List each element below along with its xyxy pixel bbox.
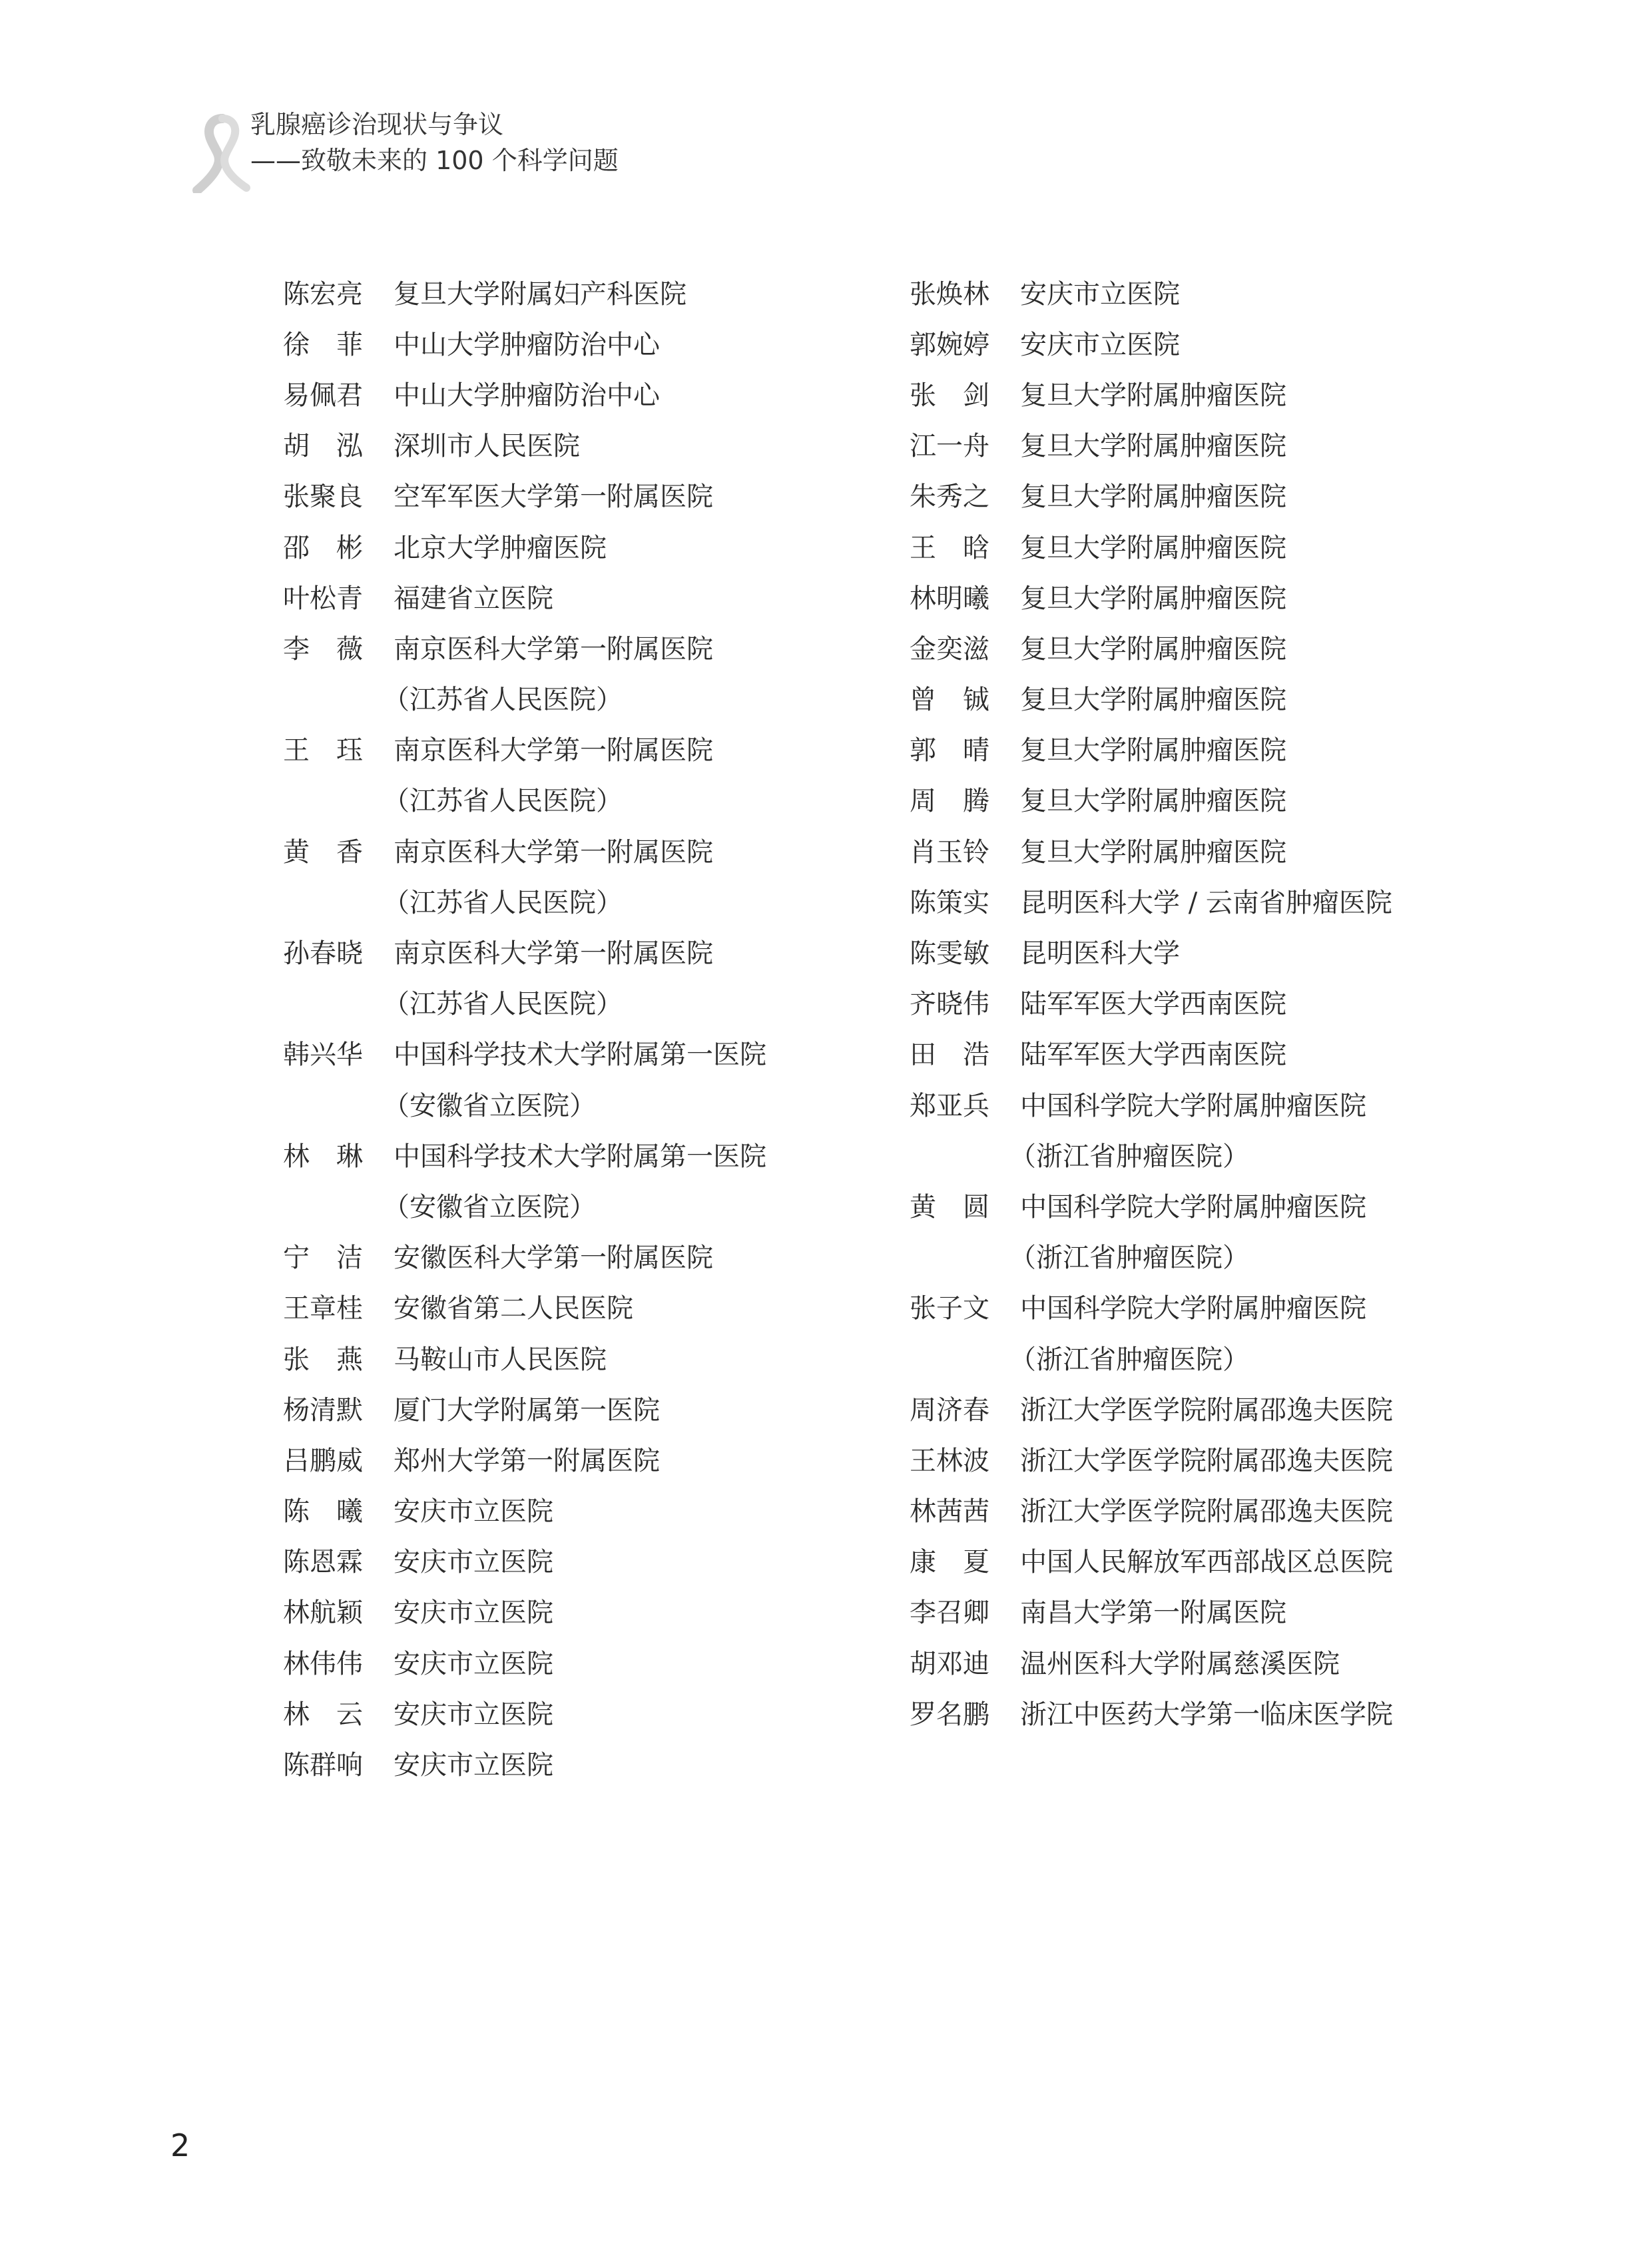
contributor-affiliation: 深圳市人民医院: [394, 431, 580, 462]
contributor-name: 郭婉婷: [910, 329, 989, 360]
contributor-entry: [283, 1636, 766, 1687]
contributor-name: 张 燕: [283, 1344, 363, 1375]
contributor-entry: [910, 977, 1393, 1027]
running-header: [192, 107, 791, 193]
contributor-entry: [283, 469, 766, 520]
contributor-affiliation: 厦门大学附属第一医院: [394, 1394, 660, 1426]
contributor-name: 陈 曦: [283, 1496, 363, 1528]
contributor-name: 罗名鹏: [910, 1699, 989, 1730]
contributor-affiliation: 复旦大学附属肿瘤医院: [1020, 481, 1286, 513]
contributor-affiliation: 复旦大学附属肿瘤医院: [1020, 633, 1286, 665]
contributor-entry: [283, 1433, 766, 1484]
contributor-name: 林明曦: [910, 583, 989, 614]
contributor-entry: [283, 1535, 766, 1585]
contributor-entry: [910, 1281, 1393, 1332]
book-subtitle: ——致敬未来的 100 个科学问题: [250, 146, 619, 175]
contributor-entry: [283, 266, 766, 317]
contributor-affiliation-continued: （江苏省人民医院）: [383, 786, 623, 817]
contributor-entry: [283, 1382, 766, 1433]
contributor-affiliation: 马鞍山市人民医院: [394, 1344, 607, 1375]
contributor-name: 杨清默: [283, 1394, 363, 1426]
contributor-entry: [283, 824, 766, 875]
contributor-affiliation-continued: （江苏省人民医院）: [383, 989, 623, 1020]
contributor-affiliation-continued: （浙江省肿瘤医院）: [1009, 1141, 1249, 1172]
contributor-name: 周济春: [910, 1394, 989, 1426]
contributor-name: 韩兴华: [283, 1039, 363, 1071]
contributor-affiliation: 昆明医科大学 / 云南省肿瘤医院: [1020, 887, 1392, 918]
contributor-entry: [910, 673, 1393, 723]
contributor-affiliation: 复旦大学附属肿瘤医院: [1020, 836, 1286, 868]
contributor-entry: [910, 723, 1393, 774]
contributor-name: 林 琳: [283, 1141, 363, 1172]
contributor-affiliation: 福建省立医院: [394, 583, 553, 614]
contributor-name: 张聚良: [283, 481, 363, 513]
contributor-name: 朱秀之: [910, 481, 989, 513]
contributor-entry: [283, 926, 766, 976]
contributor-affiliation: 空军军医大学第一附属医院: [394, 481, 713, 513]
contributor-entry: [283, 723, 766, 774]
contributor-entry: [283, 621, 766, 672]
contributor-entry: [910, 469, 1393, 520]
contributor-entry: [283, 571, 766, 621]
contributor-affiliation: 中山大学肿瘤防治中心: [394, 380, 660, 411]
contributor-entry: [910, 317, 1393, 368]
contributor-affiliation: 中国人民解放军西部战区总医院: [1020, 1547, 1393, 1578]
contributor-affiliation: 浙江大学医学院附属邵逸夫医院: [1020, 1394, 1393, 1426]
contributor-affiliation-continued: （江苏省人民医院）: [383, 685, 623, 716]
contributor-affiliation: 复旦大学附属肿瘤医院: [1020, 583, 1286, 614]
contributor-name: 徐 菲: [283, 329, 363, 360]
contributor-name: 肖玉铃: [910, 836, 989, 868]
contributors-right-column: [910, 266, 1393, 1737]
contributor-affiliation: 复旦大学附属肿瘤医院: [1020, 786, 1286, 817]
contributor-entry: [910, 774, 1393, 824]
contributors-left-column: [283, 266, 766, 1789]
contributor-name: 黄 香: [283, 836, 363, 868]
contributor-affiliation: 浙江大学医学院附属邵逸夫医院: [1020, 1445, 1393, 1476]
contributor-affiliation: 浙江中医药大学第一临床医学院: [1020, 1699, 1393, 1730]
contributor-name: 陈恩霖: [283, 1547, 363, 1578]
contributor-affiliation: 安庆市立医院: [394, 1750, 553, 1781]
contributor-name: 宁 洁: [283, 1243, 363, 1274]
contributor-name: 林茜茜: [910, 1496, 989, 1528]
contributor-entry: [910, 368, 1393, 418]
contributor-entry: [283, 317, 766, 368]
contributor-affiliation: 南昌大学第一附属医院: [1020, 1597, 1286, 1629]
contributor-entry: [283, 1078, 766, 1129]
contributor-affiliation-continued: （浙江省肿瘤医院）: [1009, 1344, 1249, 1375]
contributor-entry: [910, 520, 1393, 571]
contributor-entry: [283, 1737, 766, 1788]
contributor-affiliation: 南京医科大学第一附属医院: [394, 836, 713, 868]
contributor-entry: [910, 1687, 1393, 1737]
contributor-name: 齐晓伟: [910, 989, 989, 1020]
contributor-entry: [910, 1179, 1393, 1230]
contributor-affiliation: 复旦大学附属肿瘤医院: [1020, 431, 1286, 462]
contributor-entry: [910, 1636, 1393, 1687]
contributor-name: 周 腾: [910, 786, 989, 817]
contributor-name: 李 薇: [283, 633, 363, 665]
contributor-name: 张焕林: [910, 278, 989, 310]
contributor-name: 胡邓迪: [910, 1648, 989, 1679]
contributor-entry: [910, 1231, 1393, 1281]
contributor-affiliation: 安庆市立医院: [394, 1496, 553, 1528]
contributor-name: 陈宏亮: [283, 278, 363, 310]
contributor-name: 孙春晓: [283, 938, 363, 970]
contributor-affiliation: 复旦大学附属肿瘤医院: [1020, 685, 1286, 716]
contributor-name: 林伟伟: [283, 1648, 363, 1679]
contributor-affiliation-continued: （浙江省肿瘤医院）: [1009, 1243, 1249, 1274]
contributor-name: 王林波: [910, 1445, 989, 1476]
contributor-name: 曾 铖: [910, 685, 989, 716]
contributor-affiliation: 中山大学肿瘤防治中心: [394, 329, 660, 360]
contributor-affiliation: 昆明医科大学: [1020, 938, 1180, 970]
contributor-name: 胡 泓: [283, 431, 363, 462]
contributor-entry: [283, 1129, 766, 1179]
contributor-affiliation: 复旦大学附属肿瘤医院: [1020, 380, 1286, 411]
contributor-affiliation-continued: （安徽省立医院）: [383, 1090, 596, 1121]
contributor-affiliation: 中国科学院大学附属肿瘤医院: [1020, 1293, 1366, 1324]
contributor-affiliation-continued: （安徽省立医院）: [383, 1191, 596, 1223]
book-title: 乳腺癌诊治现状与争议: [250, 110, 504, 139]
contributor-name: 张 剑: [910, 380, 989, 411]
contributor-entry: [910, 266, 1393, 317]
contributor-affiliation: 安庆市立医院: [1020, 278, 1180, 310]
contributor-entry: [910, 1382, 1393, 1433]
contributor-name: 黄 圆: [910, 1191, 989, 1223]
contributor-entry: [283, 1231, 766, 1281]
contributor-entry: [910, 1433, 1393, 1484]
contributor-affiliation: 安庆市立医院: [394, 1547, 553, 1578]
contributor-name: 林航颖: [283, 1597, 363, 1629]
contributor-entry: [283, 977, 766, 1027]
contributor-name: 王 晗: [910, 532, 989, 563]
contributor-affiliation: 中国科学技术大学附属第一医院: [394, 1141, 766, 1172]
contributor-name: 易佩君: [283, 380, 363, 411]
contributor-name: 陈雯敏: [910, 938, 989, 970]
contributor-entry: [910, 1484, 1393, 1535]
contributor-affiliation: 南京医科大学第一附属医院: [394, 938, 713, 970]
contributor-affiliation: 复旦大学附属肿瘤医院: [1020, 532, 1286, 563]
contributor-name: 林 云: [283, 1699, 363, 1730]
contributor-affiliation: 中国科学技术大学附属第一医院: [394, 1039, 766, 1071]
contributor-name: 叶松青: [283, 583, 363, 614]
contributor-affiliation: 安庆市立医院: [394, 1699, 553, 1730]
contributor-name: 江一舟: [910, 431, 989, 462]
contributor-entry: [910, 1027, 1393, 1078]
contributor-name: 陈群响: [283, 1750, 363, 1781]
contributor-entry: [283, 1687, 766, 1737]
contributor-entry: [910, 1332, 1393, 1382]
contributor-name: 吕鹏威: [283, 1445, 363, 1476]
contributor-affiliation: 安庆市立医院: [394, 1597, 553, 1629]
contributor-affiliation: 南京医科大学第一附属医院: [394, 735, 713, 766]
contributor-affiliation: 温州医科大学附属慈溪医院: [1020, 1648, 1340, 1679]
contributor-entry: [910, 1585, 1393, 1636]
contributor-entry: [283, 1281, 766, 1332]
contributor-entry: [910, 926, 1393, 976]
contributor-entry: [910, 1078, 1393, 1129]
contributor-name: 郑亚兵: [910, 1090, 989, 1121]
contributor-entry: [910, 621, 1393, 672]
pink-ribbon-icon: [192, 113, 252, 193]
contributor-entry: [910, 1129, 1393, 1179]
contributor-affiliation: 郑州大学第一附属医院: [394, 1445, 660, 1476]
contributor-name: 李召卿: [910, 1597, 989, 1629]
contributor-entry: [910, 875, 1393, 926]
contributor-name: 张子文: [910, 1293, 989, 1324]
contributor-affiliation: 中国科学院大学附属肿瘤医院: [1020, 1090, 1366, 1121]
contributor-entry: [283, 1585, 766, 1636]
contributor-affiliation: 安庆市立医院: [394, 1648, 553, 1679]
contributor-name: 郭 晴: [910, 735, 989, 766]
contributor-entry: [910, 824, 1393, 875]
page-number: 2: [170, 2127, 190, 2163]
contributor-name: 邵 彬: [283, 532, 363, 563]
contributor-affiliation: 南京医科大学第一附属医院: [394, 633, 713, 665]
contributor-entry: [283, 1027, 766, 1078]
contributor-affiliation: 陆军军医大学西南医院: [1020, 1039, 1286, 1071]
contributor-entry: [283, 1332, 766, 1382]
contributor-affiliation: 复旦大学附属肿瘤医院: [1020, 735, 1286, 766]
contributor-affiliation: 复旦大学附属妇产科医院: [394, 278, 687, 310]
contributor-affiliation: 浙江大学医学院附属邵逸夫医院: [1020, 1496, 1393, 1528]
contributor-affiliation: 中国科学院大学附属肿瘤医院: [1020, 1191, 1366, 1223]
contributor-entry: [283, 1484, 766, 1535]
contributor-entry: [910, 571, 1393, 621]
contributor-name: 康 夏: [910, 1547, 989, 1578]
contributor-entry: [283, 774, 766, 824]
contributor-name: 王 珏: [283, 735, 363, 766]
contributor-affiliation: 北京大学肿瘤医院: [394, 532, 607, 563]
contributor-name: 王章桂: [283, 1293, 363, 1324]
contributor-entry: [910, 1535, 1393, 1585]
contributor-affiliation: 安徽医科大学第一附属医院: [394, 1243, 713, 1274]
contributor-entry: [283, 1179, 766, 1230]
contributor-affiliation: 安徽省第二人民医院: [394, 1293, 633, 1324]
contributor-entry: [283, 673, 766, 723]
contributor-affiliation: 陆军军医大学西南医院: [1020, 989, 1286, 1020]
contributor-name: 陈策实: [910, 887, 989, 918]
contributor-affiliation: 安庆市立医院: [1020, 329, 1180, 360]
contributor-affiliation-continued: （江苏省人民医院）: [383, 887, 623, 918]
contributor-entry: [283, 875, 766, 926]
contributor-entry: [283, 419, 766, 469]
contributor-name: 田 浩: [910, 1039, 989, 1071]
contributor-name: 金奕滋: [910, 633, 989, 665]
contributor-entry: [910, 419, 1393, 469]
contributor-entry: [283, 368, 766, 418]
contributor-entry: [283, 520, 766, 571]
